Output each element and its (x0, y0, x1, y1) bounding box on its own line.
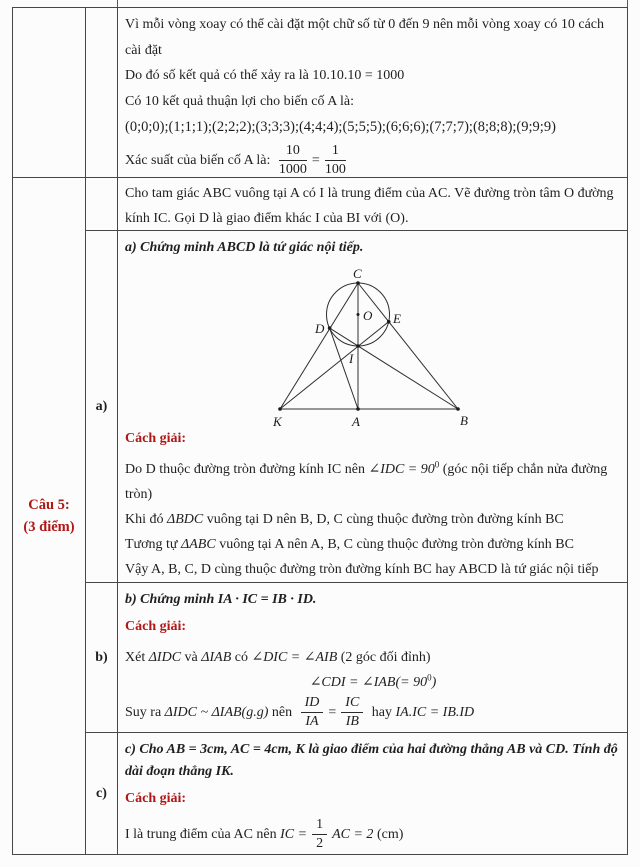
point-I (356, 344, 360, 348)
text-run: Xét (125, 650, 149, 665)
point-O (357, 313, 360, 316)
fraction-numerator: IC (341, 695, 363, 713)
problem-statement: Cho tam giác ABC vuông tại A có I là trung điểm của AC. Vẽ đường tròn tâm O đường kính IC. Gọi D là giao điểm khác I của BI với (O). (125, 186, 614, 226)
math-run: ∠IDC = 90 (368, 462, 435, 477)
math-run: AC = 2 (332, 826, 374, 842)
part-c-title: c) Cho AB = 3cm, AC = 4cm, K là giao điểm của hai đường thẳng AB và CD. Tính độ dài đoạn thẳng IK. (125, 742, 618, 779)
geometry-figure (263, 265, 493, 429)
text-run: I là trung điểm của AC nên (125, 826, 281, 842)
statement-row (86, 178, 627, 231)
equals-sign: = (311, 152, 320, 168)
label-C: C (353, 266, 362, 281)
part-c-label: c) (96, 785, 107, 801)
text-line: Có 10 kết quả thuận lợi cho biến cố A là: (125, 93, 355, 109)
part-c-label-cell (86, 733, 118, 854)
fraction-denominator: 100 (324, 162, 346, 178)
math-run: IC = (280, 826, 308, 842)
part-b-cell (118, 583, 627, 732)
probability-line (125, 143, 621, 178)
text-run: nên (268, 704, 296, 720)
text-run: Suy ra (125, 704, 165, 720)
math-run: 10.10.10 = 1000 (312, 68, 405, 83)
fraction (312, 817, 327, 852)
fraction-denominator: IA (305, 714, 319, 730)
solution-heading: Cách giải: (125, 791, 187, 806)
math-run: ΔBDC (167, 512, 204, 527)
text-run: (góc nội tiếp chắn nửa đường tròn) (125, 462, 608, 502)
fraction-numerator: 1 (312, 817, 327, 835)
fraction-denominator: 1000 (278, 162, 307, 178)
part-c-cell (118, 733, 627, 854)
text-run: (cm) (373, 826, 404, 842)
segment-AD (330, 328, 358, 409)
text-run: Tương tự (125, 537, 182, 552)
text-run: Do D thuộc đường tròn đường kính IC nên (125, 462, 369, 477)
previous-solution-content (118, 8, 627, 177)
part-a-label: a) (95, 398, 108, 414)
point-A (356, 407, 360, 411)
math-run: ) (431, 675, 437, 690)
math-run: ΔIAB (201, 650, 232, 665)
solution-line: Vậy A, B, C, D cùng thuộc đường tròn đường kính BC hay ABCD là tứ giác nội tiếp (125, 562, 599, 577)
text-run: hay (368, 704, 396, 720)
solution-line (125, 695, 621, 730)
fraction-numerator: ID (301, 695, 324, 713)
label-I: I (349, 351, 354, 366)
solution-heading: Cách giải: (125, 431, 187, 446)
text-line (125, 63, 621, 89)
question-number: Câu 5: (28, 497, 70, 513)
question-5-content (86, 178, 627, 854)
label-O: O (363, 308, 373, 323)
statement-cell (118, 178, 627, 230)
label-A: A (352, 414, 360, 429)
question-points: (3 điểm) (23, 519, 75, 535)
part-a-label-cell (86, 231, 118, 582)
outcomes-line: (0;0;0);(1;1;1);(2;2;2);(3;3;3);(4;4;4);(5;5;5);(6;6;6);(7;7;7);(8;8;8);(9;9;9) (125, 119, 556, 135)
point-B (456, 407, 460, 411)
fraction (279, 143, 307, 178)
text-run: Xác suất của biến cố A là: (125, 152, 274, 168)
label-B: B (460, 413, 468, 428)
segment-BD (330, 328, 458, 409)
text-line: cài đặt (125, 42, 162, 58)
question-label-cell-empty (13, 8, 86, 177)
math-run: ∠DIC = ∠AIB (251, 650, 338, 665)
math-run: ΔABC (181, 537, 216, 552)
sub-label-cell-empty (86, 178, 118, 230)
solution-table (12, 7, 628, 855)
question-5-row (13, 178, 627, 854)
label-E: E (393, 311, 401, 326)
equals-sign: = (328, 704, 337, 720)
solution-line (125, 507, 621, 532)
part-b-label-cell (86, 583, 118, 732)
solution-line (125, 532, 621, 557)
point-C (356, 281, 360, 285)
sub-label-cell-empty (86, 8, 118, 177)
part-c-row (86, 733, 627, 854)
text-run: Khi đó (125, 512, 167, 527)
point-K (278, 407, 282, 411)
fraction-numerator: 10 (279, 143, 307, 161)
text-run: vuông tại A nên A, B, C cùng thuộc đường tròn đường kính BC (215, 537, 574, 552)
segment-CB (358, 283, 458, 409)
math-run: ∠CDI = ∠IAB(= 90 (309, 675, 428, 690)
math-run: ΔIDC (148, 650, 182, 665)
part-b-row (86, 583, 627, 733)
fraction (341, 695, 363, 730)
text-run: có (231, 650, 252, 665)
math-run: ΔIDC ~ ΔIAB(g.g) (164, 704, 269, 720)
equation-line (125, 670, 621, 695)
fraction (325, 143, 346, 178)
text-run: và (181, 650, 202, 665)
triangle-circle-diagram (263, 265, 493, 430)
part-b-label: b) (95, 649, 108, 665)
text-run: (2 góc đối đỉnh) (337, 650, 431, 665)
solution-heading: Cách giải: (125, 619, 187, 634)
superscript-zero: 0 (427, 672, 432, 683)
question-number-cell (13, 178, 86, 854)
label-D: D (315, 321, 325, 336)
segment-KC (280, 283, 358, 409)
part-a-cell (118, 231, 627, 582)
solution-line (125, 817, 621, 852)
math-run: IA.IC = IB.ID (395, 704, 475, 720)
label-K: K (273, 414, 282, 429)
fraction-denominator: IB (345, 714, 359, 730)
point-E (387, 320, 391, 324)
previous-solution-row (13, 8, 627, 178)
fraction-denominator: 2 (316, 836, 324, 852)
fraction-numerator: 1 (325, 143, 346, 161)
superscript-zero: 0 (434, 459, 440, 470)
text-run: vuông tại D nên B, D, C cùng thuộc đường tròn đường kính BC (203, 512, 564, 527)
solution-line (125, 457, 621, 507)
part-a-row (86, 231, 627, 583)
solution-line (125, 645, 621, 670)
fraction (301, 695, 324, 730)
point-D (328, 326, 332, 330)
part-b-title: b) Chứng minh IA · IC = IB · ID. (125, 592, 317, 607)
text-line: Vì mỗi vòng xoay có thể cài đặt một chữ số từ 0 đến 9 nên mỗi vòng xoay có 10 cách (125, 17, 605, 32)
text-run: Do đó số kết quả có thể xảy ra là (125, 68, 313, 83)
part-a-title: a) Chứng minh ABCD là tứ giác nội tiếp. (125, 240, 364, 255)
